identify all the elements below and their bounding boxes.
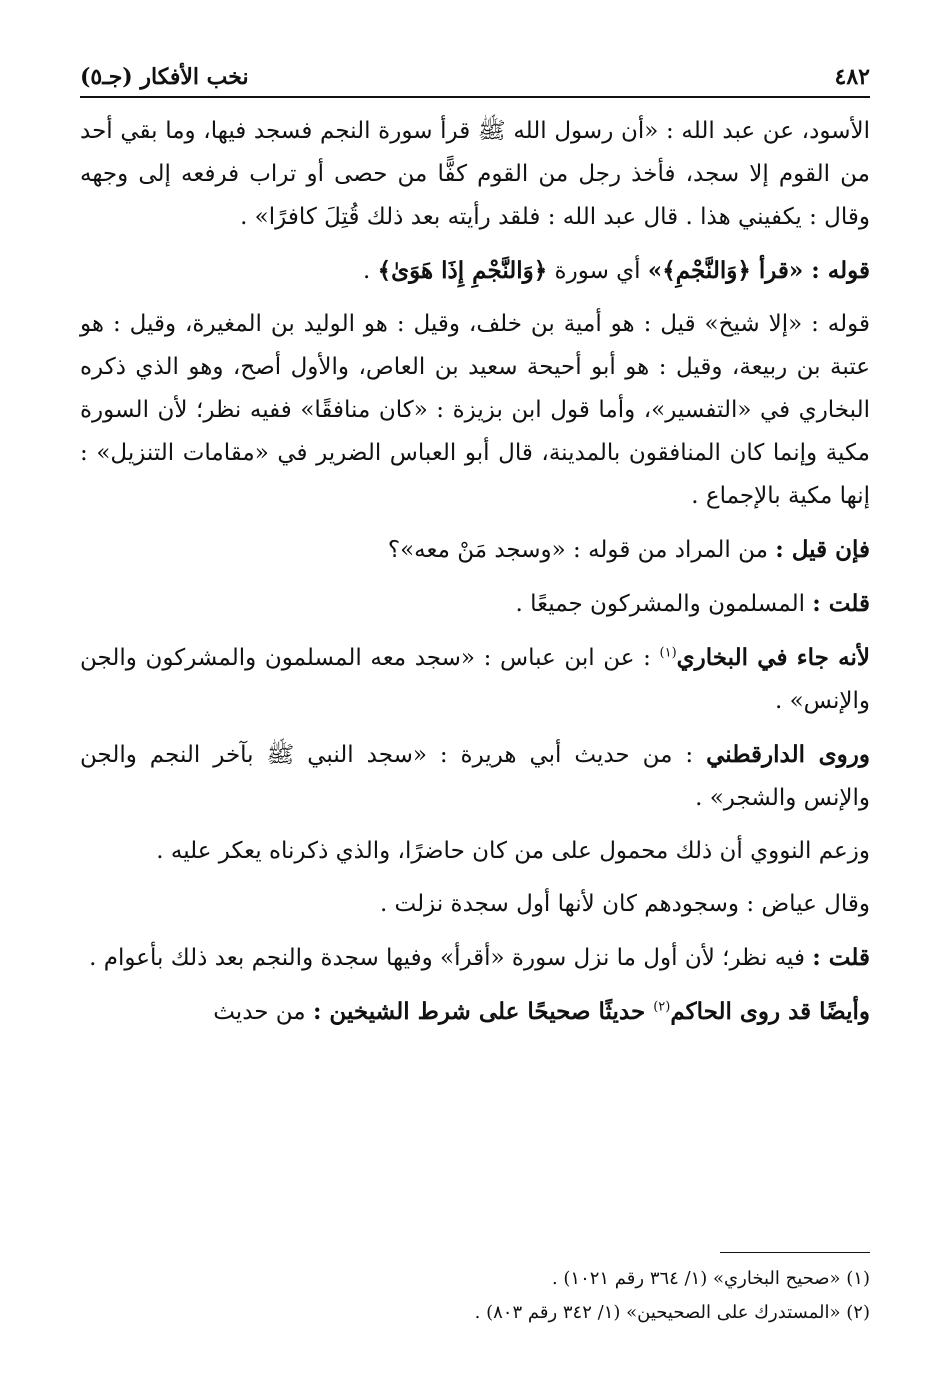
paragraph <box>80 936 870 980</box>
paragraph <box>80 636 870 723</box>
text-run: المسلمون والمشركون جميعًا . <box>515 591 813 617</box>
paragraph <box>80 733 870 820</box>
paragraph: قوله : «إلا شيخ» قيل : هو أمية بن خلف، وقيل : هو الوليد بن المغيرة، وقيل : هو عتبة بن ربيعة، وقيل : هو أبو أحيحة سعيد بن العاص، والأول أصح، وهو الذي ذكره البخاري في «التفسير»، وأما قول ابن بزيزة : «كان منافقًا» ففيه نظر؛ لأن السورة مكية وإنما كان المنافقون بالمدينة، قال أبو العباس الضرير في «مقامات التنزيل» : إنها مكية بالإجماع . <box>80 311 870 509</box>
text-run: من المراد من قوله : «وسجد مَنْ معه»؟ <box>387 537 776 563</box>
text-run: : من حديث أبي هريرة : «سجد النبي ﷺ بآخر النجم والجن والإنس والشجر» . <box>80 742 870 811</box>
paragraph <box>80 528 870 572</box>
text-run: من حديث <box>213 999 313 1025</box>
page-header <box>80 60 870 98</box>
bold-phrase: قوله : «قرأ ﴿وَالنَّجْمِ﴾» <box>647 257 870 284</box>
footnote-ref: (١) <box>659 645 677 661</box>
quran-verse: ﴿وَالنَّجْمِ إِذَا هَوَىٰ﴾ <box>377 257 548 284</box>
book-title: نخب الأفكار (جـ٥) <box>80 64 249 90</box>
footnote-divider <box>720 1252 870 1253</box>
bold-phrase: وروى الدارقطني <box>706 741 870 768</box>
bold-phrase: فإن قيل : <box>775 536 870 563</box>
bold-phrase: قلت : <box>812 944 870 971</box>
paragraph: وزعم النووي أن ذلك محمول على من كان حاضرًا، والذي ذكرناه يعكر عليه . <box>156 838 870 864</box>
bold-phrase: قلت : <box>812 590 870 617</box>
text-run: : عن ابن عباس : «سجد معه المسلمون والمشركون والجن والإنس» . <box>80 645 870 714</box>
paragraph: الأسود، عن عبد الله : «أن رسول الله ﷺ قرأ سورة النجم فسجد فيها، وما بقي أحد من القوم إلا سجد، فأخذ رجل من القوم كفًّا من حصى أو تراب فرفعه إلى وجهه وقال : يكفيني هذا . قال عبد الله : فلقد رأيته بعد ذلك قُتِلَ كافرًا» . <box>80 118 870 230</box>
paragraph: وقال عياض : وسجودهم كان لأنها أول سجدة نزلت . <box>379 891 870 917</box>
page-number: ٤٨٢ <box>834 64 870 90</box>
paragraph <box>80 249 870 293</box>
text-run: . <box>363 258 378 284</box>
bold-phrase: وأيضًا قد روى الحاكم <box>670 998 870 1025</box>
main-text <box>80 110 870 1034</box>
footnote: (٢) «المستدرك على الصحيحين» (١/ ٣٤٢ رقم ٨٠٣) . <box>474 1302 870 1323</box>
footnote-ref: (٢) <box>653 999 671 1015</box>
page <box>80 60 870 1044</box>
text-run: فيه نظر؛ لأن أول ما نزل سورة «أقرأ» وفيها سجدة والنجم بعد ذلك بأعوام . <box>89 945 813 971</box>
paragraph <box>80 582 870 626</box>
text-run: أي سورة <box>547 258 648 284</box>
footnotes <box>80 1262 870 1330</box>
bold-phrase: حديثًا صحيحًا على شرط الشيخين : <box>312 998 654 1025</box>
footnote: (١) «صحيح البخاري» (١/ ٣٦٤ رقم ١٠٢١) . <box>551 1268 870 1289</box>
paragraph <box>80 990 870 1034</box>
bold-phrase: لأنه جاء في البخاري <box>676 644 870 671</box>
